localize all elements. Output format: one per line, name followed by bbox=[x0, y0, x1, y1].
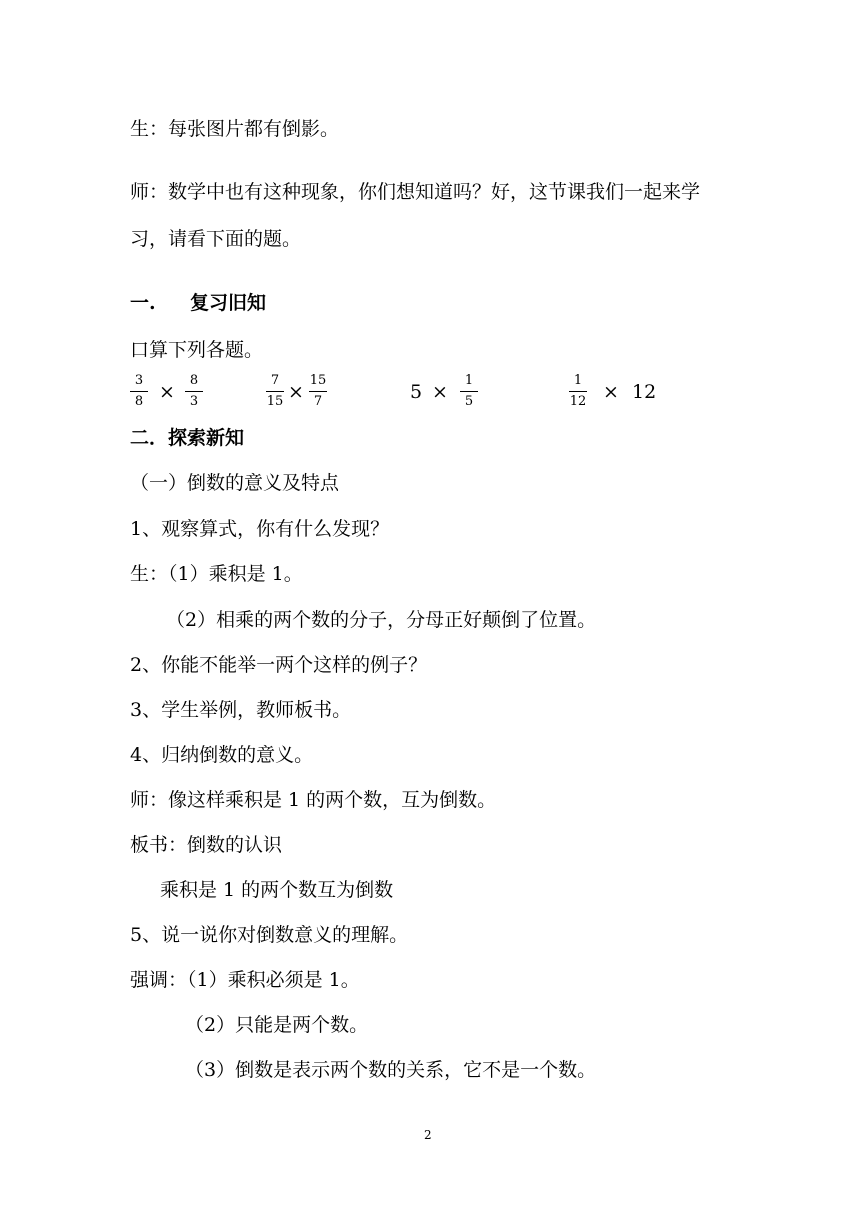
paragraph-teacher-intro: 师：数学中也有这种现象，你们想知道吗？好，这节课我们一起来学 bbox=[130, 181, 701, 203]
paragraph-teacher-intro-cont: 习，请看下面的题。 bbox=[130, 228, 302, 250]
whole-number: 12 bbox=[632, 381, 657, 403]
page-number: 2 bbox=[424, 1128, 432, 1142]
fraction: 7 15 bbox=[266, 373, 284, 409]
list-item: （2）相乘的两个数的分子，分母正好颠倒了位置。 bbox=[166, 609, 597, 631]
emphasis-item: （2）只能是两个数。 bbox=[185, 1014, 369, 1036]
emphasis-item: 强调：（1）乘积必须是 1。 bbox=[130, 969, 360, 991]
board-heading: 板书：倒数的认识 bbox=[130, 834, 283, 856]
section-heading-1-number: 一. bbox=[130, 292, 156, 314]
whole-number: 5 bbox=[410, 381, 423, 403]
definition-statement: 师：像这样乘积是 1 的两个数，互为倒数。 bbox=[130, 789, 497, 811]
multiply-sign: × bbox=[432, 381, 448, 403]
board-content: 乘积是 1 的两个数互为倒数 bbox=[160, 879, 394, 901]
fraction: 8 3 bbox=[182, 373, 206, 410]
fraction: 1 5 bbox=[457, 373, 481, 410]
list-item: 3、学生举例，教师板书。 bbox=[130, 699, 352, 721]
multiply-sign: × bbox=[603, 381, 619, 403]
list-item: 4、归纳倒数的意义。 bbox=[130, 744, 314, 766]
fraction: 3 8 bbox=[127, 373, 151, 410]
multiply-sign: × bbox=[288, 381, 304, 403]
exercise-instruction: 口算下列各题。 bbox=[130, 339, 264, 361]
emphasis-item: （3）倒数是表示两个数的关系，它不是一个数。 bbox=[185, 1059, 597, 1081]
list-item: 1、观察算式，你有什么发现？ bbox=[130, 518, 390, 540]
list-item: 5、说一说你对倒数意义的理解。 bbox=[130, 924, 409, 946]
multiply-sign: × bbox=[159, 381, 175, 403]
fraction: 15 7 bbox=[309, 373, 327, 409]
list-item: 2、你能不能举一两个这样的例子？ bbox=[130, 654, 428, 676]
subsection-heading: （一）倒数的意义及特点 bbox=[130, 472, 340, 494]
section-heading-1-title: 复习旧知 bbox=[190, 292, 267, 314]
fraction: 1 12 bbox=[569, 373, 587, 409]
list-item: 生：（1）乘积是 1。 bbox=[130, 563, 303, 585]
section-heading-2: 二．探索新知 bbox=[130, 427, 245, 449]
paragraph-student-reply: 生：每张图片都有倒影。 bbox=[130, 118, 340, 140]
